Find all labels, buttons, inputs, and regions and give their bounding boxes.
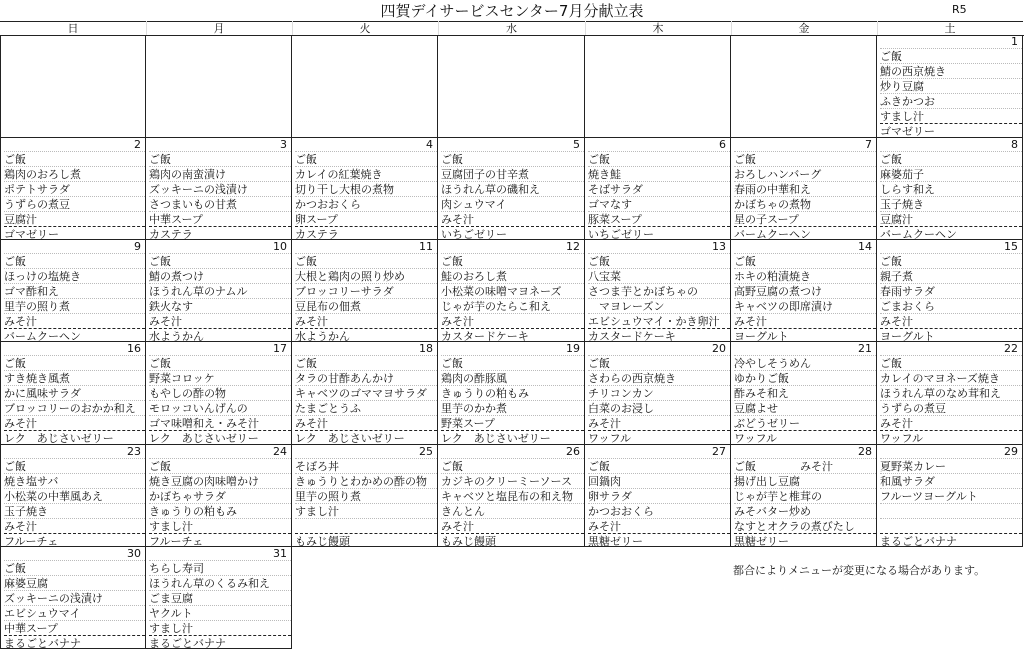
day-number: 30 — [127, 547, 141, 560]
menu-item: カジキのクリーミーソース — [441, 473, 584, 489]
dessert-item: いちごゼリー — [588, 226, 730, 240]
day-cell — [585, 445, 731, 547]
dessert-item: ワッフル — [734, 430, 876, 445]
day-cell — [585, 342, 731, 445]
menu-item: ぶどうゼリー — [734, 415, 876, 431]
menu-item: 豆腐団子の甘辛煮 — [441, 166, 584, 182]
menu-item: ご飯 — [4, 253, 145, 269]
menu-item: ホキの粕漬焼き — [734, 268, 876, 284]
header-divider — [731, 21, 732, 35]
menu-item: みそ汁 — [588, 415, 730, 431]
menu-item: みそ汁 — [880, 313, 1022, 329]
day-number: 29 — [1004, 445, 1018, 458]
menu-item: ご飯 — [149, 355, 291, 371]
menu-item: 親子煮 — [880, 268, 1022, 284]
menu-item: 大根と鶏肉の照り炒め — [295, 268, 437, 284]
menu-item: 揚げ出し豆腐 — [734, 473, 876, 489]
menu-item: ほうれん草のくるみ和え — [149, 575, 291, 591]
dessert-item: まるごとバナナ — [880, 533, 1022, 547]
day-cell — [438, 35, 585, 138]
menu-item: ズッキーニの浅漬け — [149, 181, 291, 197]
menu-item: ごま豆腐 — [149, 590, 291, 606]
day-number: 23 — [127, 445, 141, 458]
menu-item: ほうれん草のなめ茸和え — [880, 385, 1022, 401]
menu-item: みそ汁 — [295, 415, 437, 431]
header-divider — [585, 21, 586, 35]
menu-item: かぼちゃの煮物 — [734, 196, 876, 212]
weekday-sat: 土 — [877, 21, 1023, 35]
menu-item: みそ汁 — [588, 518, 730, 534]
menu-item: ちらし寿司 — [149, 560, 291, 576]
menu-item: しらす和え — [880, 181, 1022, 197]
day-cell — [731, 342, 877, 445]
day-cell — [585, 240, 731, 342]
menu-item: 玉子焼き — [880, 196, 1022, 212]
day-number: 11 — [419, 240, 433, 253]
menu-item: ご飯 — [588, 151, 730, 167]
menu-item: ふきかつお — [880, 93, 1022, 109]
day-cell — [877, 35, 1023, 138]
day-number: 28 — [858, 445, 872, 458]
dessert-item: カスタードケーキ — [441, 328, 584, 342]
menu-item: 白菜のお浸し — [588, 400, 730, 416]
menu-item: みそ汁 — [441, 211, 584, 227]
menu-item: 麻婆豆腐 — [4, 575, 145, 591]
menu-item: ご飯 — [4, 458, 145, 474]
menu-item: タラの甘酢あんかけ — [295, 370, 437, 386]
menu-item: みそ汁 — [4, 518, 145, 534]
day-cell — [146, 547, 292, 649]
menu-item: おろしハンバーグ — [734, 166, 876, 182]
menu-item: 玉子焼き — [4, 503, 145, 519]
menu-item: ご飯 — [441, 151, 584, 167]
menu-item: みそ汁 — [441, 313, 584, 329]
day-number: 7 — [865, 138, 872, 151]
day-number: 3 — [280, 138, 287, 151]
weekday-wed: 水 — [438, 21, 585, 35]
menu-item: ブロッコリーのおかか和え — [4, 400, 145, 416]
menu-item: ご飯 — [588, 355, 730, 371]
dessert-item: フルーチェ — [149, 533, 291, 547]
menu-item: 卵スープ — [295, 211, 437, 227]
dessert-item: もみじ饅頭 — [295, 533, 437, 547]
day-cell — [292, 35, 438, 138]
menu-item: 豚菜スープ — [588, 211, 730, 227]
menu-item — [880, 503, 1022, 519]
day-cell — [731, 138, 877, 240]
menu-item: 星の子スープ — [734, 211, 876, 227]
menu-item: 酢みそ和え — [734, 385, 876, 401]
menu-item: みそバター炒め — [734, 503, 876, 519]
menu-item: ご飯 — [149, 458, 291, 474]
day-cell — [146, 445, 292, 547]
menu-item: すき焼き風煮 — [4, 370, 145, 386]
menu-item: ほうれん草のナムル — [149, 283, 291, 299]
menu-item: 春雨サラダ — [880, 283, 1022, 299]
weekday-fri: 金 — [731, 21, 877, 35]
menu-item: 麻婆茄子 — [880, 166, 1022, 182]
day-cell — [292, 138, 438, 240]
menu-item: 和風サラダ — [880, 473, 1022, 489]
menu-item: エビシュウマイ・かき卵汁 — [588, 313, 730, 329]
menu-item: ご飯 みそ汁 — [734, 458, 876, 474]
menu-item: 鶏肉の南蛮漬け — [149, 166, 291, 182]
day-number: 19 — [566, 342, 580, 355]
dessert-item: もみじ饅頭 — [441, 533, 584, 547]
menu-item: そぼろ丼 — [295, 458, 437, 474]
menu-item: 豆腐汁 — [4, 211, 145, 227]
menu-item: キャベツの即席漬け — [734, 298, 876, 314]
day-cell — [292, 240, 438, 342]
menu-item: 豆腐よせ — [734, 400, 876, 416]
dessert-item: レク あじさいゼリー — [295, 430, 437, 445]
menu-item: カレイの紅葉焼き — [295, 166, 437, 182]
menu-item: きゅうりとわかめの酢の物 — [295, 473, 437, 489]
day-cell — [877, 342, 1023, 445]
menu-item: 小松菜の味噌マヨネーズ — [441, 283, 584, 299]
era-label: R5 — [952, 3, 967, 16]
menu-item: ご飯 — [4, 355, 145, 371]
day-cell — [585, 35, 731, 138]
dessert-item: ヨーグルト — [880, 328, 1022, 342]
menu-item: ゴマなす — [588, 196, 730, 212]
menu-item: ご飯 — [734, 151, 876, 167]
day-number: 10 — [273, 240, 287, 253]
menu-item: ご飯 — [295, 253, 437, 269]
menu-item: みそ汁 — [734, 313, 876, 329]
menu-item: きゅうりの粕もみ — [441, 385, 584, 401]
dessert-item: 水ようかん — [295, 328, 437, 342]
page-title: 四賀デイサービスセンター7月分献立表 — [380, 2, 644, 20]
day-number: 14 — [858, 240, 872, 253]
menu-item: じゃが芋のたらこ和え — [441, 298, 584, 314]
menu-item: さわらの西京焼き — [588, 370, 730, 386]
dessert-item: カステラ — [295, 226, 437, 240]
menu-item: ヤクルト — [149, 605, 291, 621]
dessert-item: レク あじさいゼリー — [441, 430, 584, 445]
header-divider — [877, 21, 878, 35]
dessert-item: ゴマゼリー — [4, 226, 145, 240]
menu-item: 中華スープ — [149, 211, 291, 227]
day-number: 26 — [566, 445, 580, 458]
menu-item: 小松菜の中華風あえ — [4, 488, 145, 504]
day-cell — [0, 342, 146, 445]
menu-item: じゃが芋と椎茸の — [734, 488, 876, 504]
dessert-item: バームクーヘン — [734, 226, 876, 240]
menu-item: キャベツのゴママヨサラダ — [295, 385, 437, 401]
menu-item: かつおおくら — [588, 503, 730, 519]
weekday-thu: 木 — [585, 21, 731, 35]
day-cell — [146, 342, 292, 445]
dessert-item: 黒糖ゼリー — [588, 533, 730, 547]
menu-item: 鯖の煮つけ — [149, 268, 291, 284]
menu-item: ご飯 — [588, 253, 730, 269]
menu-item: ごまおくら — [880, 298, 1022, 314]
menu-item: そばサラダ — [588, 181, 730, 197]
day-cell — [0, 445, 146, 547]
menu-item: ブロッコリーサラダ — [295, 283, 437, 299]
menu-item: 里芋の照り煮 — [295, 488, 437, 504]
day-number: 17 — [273, 342, 287, 355]
menu-item: ご飯 — [4, 560, 145, 576]
weekday-sun: 日 — [0, 21, 146, 35]
menu-item: 肉シュウマイ — [441, 196, 584, 212]
menu-item: たまごとうふ — [295, 400, 437, 416]
menu-item: すまし汁 — [149, 620, 291, 636]
menu-item: カレイのマヨネーズ焼き — [880, 370, 1022, 386]
day-number: 31 — [273, 547, 287, 560]
day-number: 6 — [719, 138, 726, 151]
weekday-tue: 火 — [292, 21, 438, 35]
dessert-item: ヨーグルト — [734, 328, 876, 342]
day-number: 24 — [273, 445, 287, 458]
dessert-item: バームクーヘン — [880, 226, 1022, 240]
day-number: 18 — [419, 342, 433, 355]
menu-item: ご飯 — [441, 458, 584, 474]
dessert-item: ゴマゼリー — [880, 123, 1022, 138]
dessert-item: フルーチェ — [4, 533, 145, 547]
day-cell — [0, 138, 146, 240]
day-cell — [877, 138, 1023, 240]
day-number: 1 — [1011, 35, 1018, 48]
day-number: 5 — [573, 138, 580, 151]
menu-item: かぼちゃサラダ — [149, 488, 291, 504]
menu-item: さつま芋とかぼちゃの — [588, 283, 730, 299]
menu-item: 中華スープ — [4, 620, 145, 636]
day-number: 13 — [712, 240, 726, 253]
dessert-item: 黒糖ゼリー — [734, 533, 876, 547]
menu-item: うずらの煮豆 — [4, 196, 145, 212]
menu-item: 焼き鮭 — [588, 166, 730, 182]
menu-item: ポテトサラダ — [4, 181, 145, 197]
menu-item: かに風味サラダ — [4, 385, 145, 401]
menu-item: エビシュウマイ — [4, 605, 145, 621]
header-divider — [438, 21, 439, 35]
day-number: 21 — [858, 342, 872, 355]
day-cell — [146, 35, 292, 138]
menu-item: ご飯 — [149, 151, 291, 167]
menu-item: ご飯 — [880, 151, 1022, 167]
header-divider — [292, 21, 293, 35]
menu-item: すまし汁 — [149, 518, 291, 534]
menu-item: みそ汁 — [4, 313, 145, 329]
menu-item: ゴマ味噌和え・みそ汁 — [149, 415, 291, 431]
menu-item: ズッキーニの浅漬け — [4, 590, 145, 606]
menu-item: すまし汁 — [880, 108, 1022, 124]
menu-item: 焼き豆腐の肉味噌かけ — [149, 473, 291, 489]
dessert-item: カスタードケーキ — [588, 328, 730, 342]
menu-item: 鶏肉の酢豚風 — [441, 370, 584, 386]
day-number: 9 — [134, 240, 141, 253]
menu-item: 高野豆腐の煮つけ — [734, 283, 876, 299]
day-number: 20 — [712, 342, 726, 355]
day-cell — [0, 547, 146, 649]
menu-item: みそ汁 — [295, 313, 437, 329]
menu-item: 鉄火なす — [149, 298, 291, 314]
day-cell — [438, 445, 585, 547]
menu-item: ご飯 — [295, 355, 437, 371]
menu-item: ご飯 — [880, 48, 1022, 64]
day-cell — [438, 240, 585, 342]
day-number: 4 — [426, 138, 433, 151]
menu-item: チリコンカン — [588, 385, 730, 401]
menu-item: マヨレーズン — [588, 298, 730, 314]
menu-item: ゆかりご飯 — [734, 370, 876, 386]
dessert-item: いちごゼリー — [441, 226, 584, 240]
menu-item: ほうれん草の磯和え — [441, 181, 584, 197]
menu-item: 八宝菜 — [588, 268, 730, 284]
menu-item: みそ汁 — [149, 313, 291, 329]
day-cell — [292, 445, 438, 547]
day-cell — [877, 240, 1023, 342]
menu-item: きゅうりの粕もみ — [149, 503, 291, 519]
menu-item: 炒り豆腐 — [880, 78, 1022, 94]
dessert-item: まるごとバナナ — [149, 635, 291, 649]
day-number: 25 — [419, 445, 433, 458]
menu-change-note: 都合によりメニューが変更になる場合があります。 — [733, 564, 986, 577]
dessert-item: まるごとバナナ — [4, 635, 145, 649]
day-cell — [438, 342, 585, 445]
day-cell — [438, 138, 585, 240]
menu-item: すまし汁 — [295, 503, 437, 519]
menu-item: 豆腐汁 — [880, 211, 1022, 227]
menu-item: ご飯 — [149, 253, 291, 269]
day-cell — [731, 240, 877, 342]
day-cell — [0, 240, 146, 342]
dessert-item: 水ようかん — [149, 328, 291, 342]
menu-item: 卵サラダ — [588, 488, 730, 504]
menu-item: 回鍋肉 — [588, 473, 730, 489]
menu-item: 里芋のかか煮 — [441, 400, 584, 416]
day-cell — [731, 445, 877, 547]
menu-item: ご飯 — [295, 151, 437, 167]
menu-item: みそ汁 — [880, 415, 1022, 431]
menu-item: 春雨の中華和え — [734, 181, 876, 197]
day-cell — [877, 445, 1023, 547]
menu-item: うずらの煮豆 — [880, 400, 1022, 416]
menu-item: 里芋の照り煮 — [4, 298, 145, 314]
menu-item: かつおおくら — [295, 196, 437, 212]
day-number: 27 — [712, 445, 726, 458]
dessert-item: カステラ — [149, 226, 291, 240]
menu-item: 夏野菜カレー — [880, 458, 1022, 474]
menu-item: 切り干し大根の煮物 — [295, 181, 437, 197]
menu-item: 鮭のおろし煮 — [441, 268, 584, 284]
dessert-item: レク あじさいゼリー — [4, 430, 145, 445]
menu-item: さつまいもの甘煮 — [149, 196, 291, 212]
menu-item: モロッコいんげんの — [149, 400, 291, 416]
day-cell — [0, 35, 146, 138]
dessert-item: ワッフル — [588, 430, 730, 445]
day-cell — [146, 138, 292, 240]
menu-item: 野菜スープ — [441, 415, 584, 431]
menu-item: ゴマ酢和え — [4, 283, 145, 299]
menu-item: キャベツと塩昆布の和え物 — [441, 488, 584, 504]
menu-item: 冷やしそうめん — [734, 355, 876, 371]
day-cell — [731, 35, 877, 138]
menu-item: ご飯 — [734, 253, 876, 269]
menu-item: 豆昆布の佃煮 — [295, 298, 437, 314]
menu-item: ご飯 — [880, 355, 1022, 371]
menu-item: ご飯 — [441, 253, 584, 269]
header-divider — [146, 21, 147, 35]
day-number: 2 — [134, 138, 141, 151]
menu-item: 鶏肉のおろし煮 — [4, 166, 145, 182]
menu-item — [880, 518, 1022, 534]
weekday-mon: 月 — [146, 21, 292, 35]
day-number: 12 — [566, 240, 580, 253]
menu-item: もやしの酢の物 — [149, 385, 291, 401]
dessert-item: レク あじさいゼリー — [149, 430, 291, 445]
day-number: 8 — [1011, 138, 1018, 151]
menu-item: みそ汁 — [441, 518, 584, 534]
dessert-item: バームクーヘン — [4, 328, 145, 342]
menu-item: 鯖の西京焼き — [880, 63, 1022, 79]
menu-item: みそ汁 — [4, 415, 145, 431]
menu-item: フルーツヨーグルト — [880, 488, 1022, 504]
day-cell — [292, 342, 438, 445]
menu-item: ご飯 — [588, 458, 730, 474]
menu-item: 焼き塩サバ — [4, 473, 145, 489]
day-number: 16 — [127, 342, 141, 355]
day-cell — [146, 240, 292, 342]
menu-item: なすとオクラの煮びたし — [734, 518, 876, 534]
menu-item: ご飯 — [441, 355, 584, 371]
day-cell — [585, 138, 731, 240]
dessert-item: ワッフル — [880, 430, 1022, 445]
menu-item: ほっけの塩焼き — [4, 268, 145, 284]
menu-item: ご飯 — [880, 253, 1022, 269]
day-number: 22 — [1004, 342, 1018, 355]
menu-item: きんとん — [441, 503, 584, 519]
menu-item: ご飯 — [4, 151, 145, 167]
menu-item: 野菜コロッケ — [149, 370, 291, 386]
menu-item — [295, 518, 437, 534]
day-number: 15 — [1004, 240, 1018, 253]
